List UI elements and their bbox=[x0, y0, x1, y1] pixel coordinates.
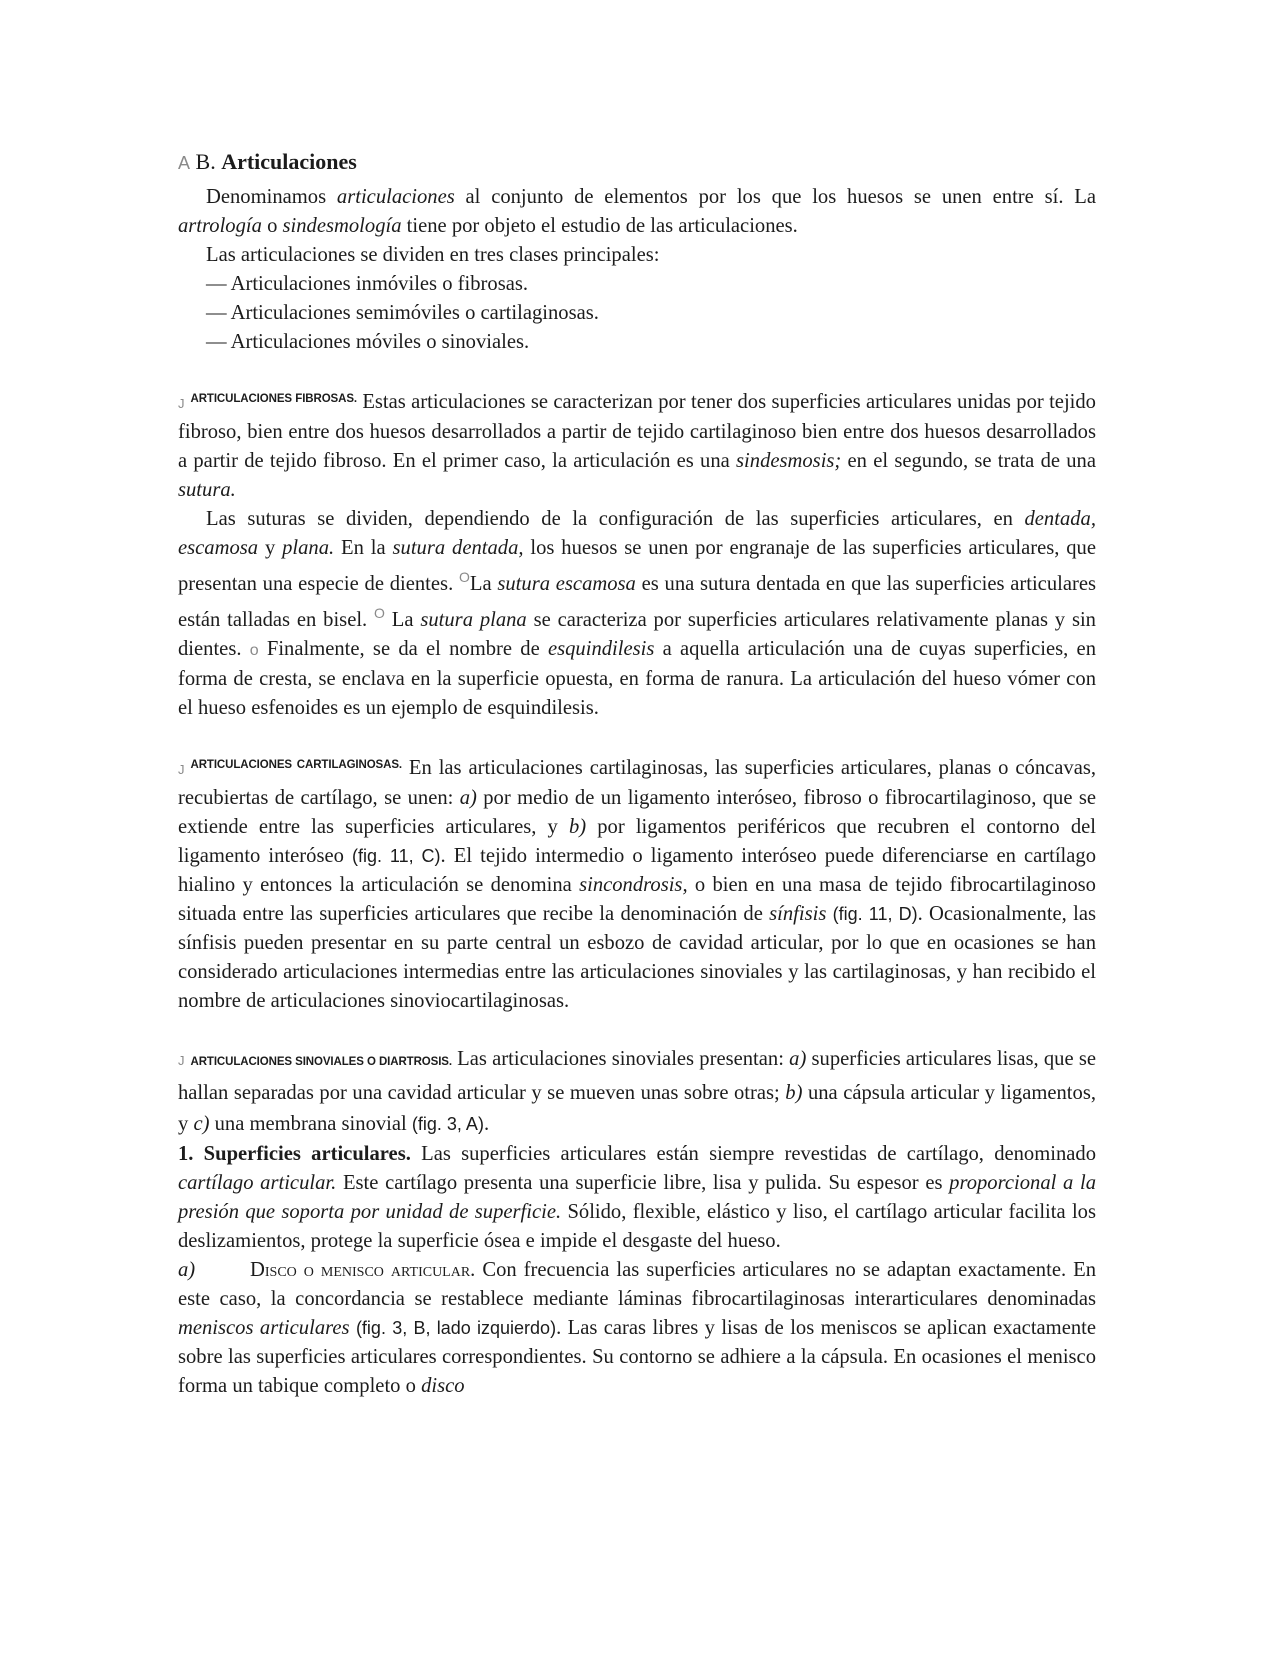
text-run: Las articulaciones sinoviales presentan: bbox=[451, 1048, 790, 1070]
sinoviales-heading: ARTICULACIONES SINOVIALES O DIARTROSIS. bbox=[190, 1056, 452, 1068]
italic-term: sínfisis bbox=[769, 903, 827, 925]
text-run: . Ocasionalmente, las sínfisis pueden presentar en su parte central un esbozo de cavidad articular, por lo que en ocasiones se han considerado articulaciones intermedias entre las articulaciones sinoviales y las cartilaginosas, y han recibido el nombre de articulaciones sinoviocartilaginosas. bbox=[178, 903, 1096, 1012]
italic-term: disco bbox=[421, 1375, 465, 1397]
italic-term: a) bbox=[459, 787, 477, 809]
italic-term: a) bbox=[789, 1048, 807, 1070]
text-run: los huesos se unen por engranaje de las superficies articulares, que presentan una especie de dientes. bbox=[178, 537, 1096, 595]
text-run: Este cartílago presenta una superficie libre, lisa y pulida. Su espesor es bbox=[336, 1172, 950, 1194]
text-run: Las suturas se dividen, dependiendo de la configuración de las superficies articulares, en bbox=[206, 508, 1025, 530]
section-title: Articulaciones bbox=[221, 149, 357, 174]
text-run: En las articulaciones cartilaginosas, las superficies articulares, planas o cóncavas, recubiertas de cartílago, se unen: bbox=[178, 757, 1096, 809]
superficies-paragraph bbox=[178, 1140, 1096, 1256]
cartilaginosas-section bbox=[178, 751, 1096, 1016]
section-heading bbox=[178, 142, 1096, 183]
text-run: a aquella articulación una de cuyas superficies, en forma de cresta, se enclava en la superficie opuesta, en forma de ranura. La articulación del hueso vómer con el hueso esfenoides es un ejemplo de esquindilesis. bbox=[178, 638, 1096, 719]
text-run: una membrana sinovial bbox=[209, 1113, 412, 1135]
italic-term: sindesmología bbox=[282, 215, 402, 237]
text-run: . El tejido intermedio o ligamento interóseo puede diferenciarse en cartílago hialino y entonces la articulación se denomina bbox=[178, 845, 1096, 896]
italic-term: proporcional a la presión que soporta por unidad de superficie. bbox=[178, 1172, 1097, 1223]
italic-term: sutura plana bbox=[420, 609, 527, 631]
italic-term: plana. bbox=[282, 537, 335, 559]
italic-term: meniscos articulares bbox=[178, 1317, 350, 1339]
fibrosas-paragraph bbox=[178, 385, 1096, 505]
text-run: en el segundo, se trata de una bbox=[841, 450, 1096, 472]
italic-term: dentada, escamosa bbox=[178, 508, 1096, 559]
text-run: al conjunto de elementos por los que los huesos se unen entre sí. La bbox=[454, 186, 1097, 208]
suturas-paragraph bbox=[178, 505, 1096, 723]
text-run: Las superficies articulares están siempre revestidas de cartílago, denominado bbox=[410, 1143, 1096, 1165]
sinoviales-paragraph bbox=[178, 1044, 1096, 1140]
figure-reference: (fig. 11, D) bbox=[832, 904, 918, 924]
text-run: tiene por objeto el estudio de las articulaciones. bbox=[401, 215, 798, 237]
margin-mark: O bbox=[458, 569, 470, 585]
disco-heading: Disco o menisco articular. bbox=[250, 1259, 476, 1281]
italic-term: b) bbox=[785, 1082, 803, 1104]
margin-mark: O bbox=[374, 605, 385, 621]
sinoviales-section bbox=[178, 1044, 1096, 1401]
text-run: En la bbox=[334, 537, 393, 559]
disco-paragraph bbox=[178, 1256, 1096, 1401]
italic-term: cartílago articular. bbox=[178, 1172, 337, 1194]
margin-mark: J bbox=[178, 396, 185, 411]
italic-term: esquindilesis bbox=[547, 638, 655, 660]
text-run: una cápsula articular y ligamentos, y bbox=[178, 1082, 1096, 1135]
text-run: La bbox=[384, 609, 421, 631]
italic-term: sutura. bbox=[178, 479, 236, 501]
cartilaginosas-heading: ARTICULACIONES CARTILAGINOSAS. bbox=[190, 759, 403, 771]
margin-mark: A bbox=[178, 153, 191, 173]
figure-reference: (fig. 3, A) bbox=[411, 1114, 484, 1134]
list-item: — Articulaciones inmóviles o fibrosas. bbox=[206, 273, 529, 295]
section-prefix: B. bbox=[195, 149, 216, 174]
classes-paragraph: Las articulaciones se dividen en tres clases principales: bbox=[206, 244, 660, 266]
text-run: o bien en una masa de tejido fibrocartilaginoso situada entre las superficies articulares que recibe la denominación de bbox=[178, 874, 1096, 925]
list-item: — Articulaciones semimóviles o cartilaginosas. bbox=[206, 302, 599, 324]
text-run: o bbox=[261, 215, 283, 237]
italic-term: b) bbox=[568, 816, 587, 838]
italic-term: sutura escamosa bbox=[497, 573, 636, 595]
text-run: Con frecuencia las superficies articulares no se adaptan exactamente. En este caso, la concordancia se restablece mediante láminas fibrocartilaginosas interarticulares denominadas bbox=[178, 1259, 1096, 1310]
text-run: por medio de un ligamento interóseo, fibroso o fibrocartilaginoso, que se extiende entre las superficies articulares, y bbox=[178, 787, 1097, 838]
margin-mark: J bbox=[178, 1053, 185, 1068]
fibrosas-section bbox=[178, 385, 1096, 723]
text-run: se caracteriza por superficies articulares relativamente planas y sin dientes. bbox=[178, 609, 1096, 660]
text-run: Finalmente, se da el nombre de bbox=[258, 638, 548, 660]
text-run: es una sutura dentada en que las superficies articulares están talladas en bisel. bbox=[178, 573, 1096, 631]
figure-reference: (fig. 3, B, lado izquierdo) bbox=[355, 1318, 557, 1338]
text-run: por ligamentos periféricos que recubren el contorno del ligamento interóseo bbox=[178, 816, 1096, 867]
italic-term: sincondrosis, bbox=[579, 874, 688, 896]
italic-term: articulaciones bbox=[336, 186, 455, 208]
italic-term: sindesmosis; bbox=[736, 450, 842, 472]
fibrosas-heading: ARTICULACIONES FIBROSAS. bbox=[190, 393, 357, 405]
text-run: superficies articulares lisas, que se hallan separadas por una cavidad articular y se mueven unas sobre otras; bbox=[178, 1048, 1096, 1104]
figure-reference: (fig. 11, C) bbox=[352, 846, 441, 866]
subsection-heading: 1. Superficies articulares. bbox=[178, 1143, 411, 1165]
cartilaginosas-paragraph bbox=[178, 751, 1096, 1016]
italic-term: artrología bbox=[178, 215, 262, 237]
margin-mark: o bbox=[249, 642, 259, 659]
list-item: — Articulaciones móviles o sinoviales. bbox=[206, 331, 530, 353]
text-run: Denominamos bbox=[206, 186, 337, 208]
italic-term: c) bbox=[193, 1113, 210, 1135]
margin-mark: J bbox=[178, 762, 185, 777]
item-label: a) bbox=[178, 1259, 196, 1281]
italic-term: sutura dentada, bbox=[392, 537, 524, 559]
text-run: y bbox=[258, 537, 283, 559]
intro-paragraph bbox=[178, 183, 1096, 241]
document-page bbox=[178, 142, 1096, 1401]
text-run: La bbox=[469, 573, 498, 595]
text-run: Sólido, flexible, elástico y liso, el cartílago articular facilita los deslizamientos, protege la superficie ósea e impide el desgaste del hueso. bbox=[178, 1201, 1096, 1252]
text-run: Estas articulaciones se caracterizan por tener dos superficies articulares unidas por tejido fibroso, bien entre dos huesos desarrollados a partir de tejido cartilaginoso bien entre dos huesos desarrollados a partir de tejido fibroso. En el primer caso, la articulación es una bbox=[178, 391, 1096, 472]
text-run: . bbox=[483, 1113, 490, 1135]
text-run: . Las caras libres y lisas de los meniscos se aplican exactamente sobre las superficies articulares correspondientes. Su contorno se adhiere a la cápsula. En ocasiones el menisco forma un tabique completo o bbox=[178, 1317, 1096, 1397]
